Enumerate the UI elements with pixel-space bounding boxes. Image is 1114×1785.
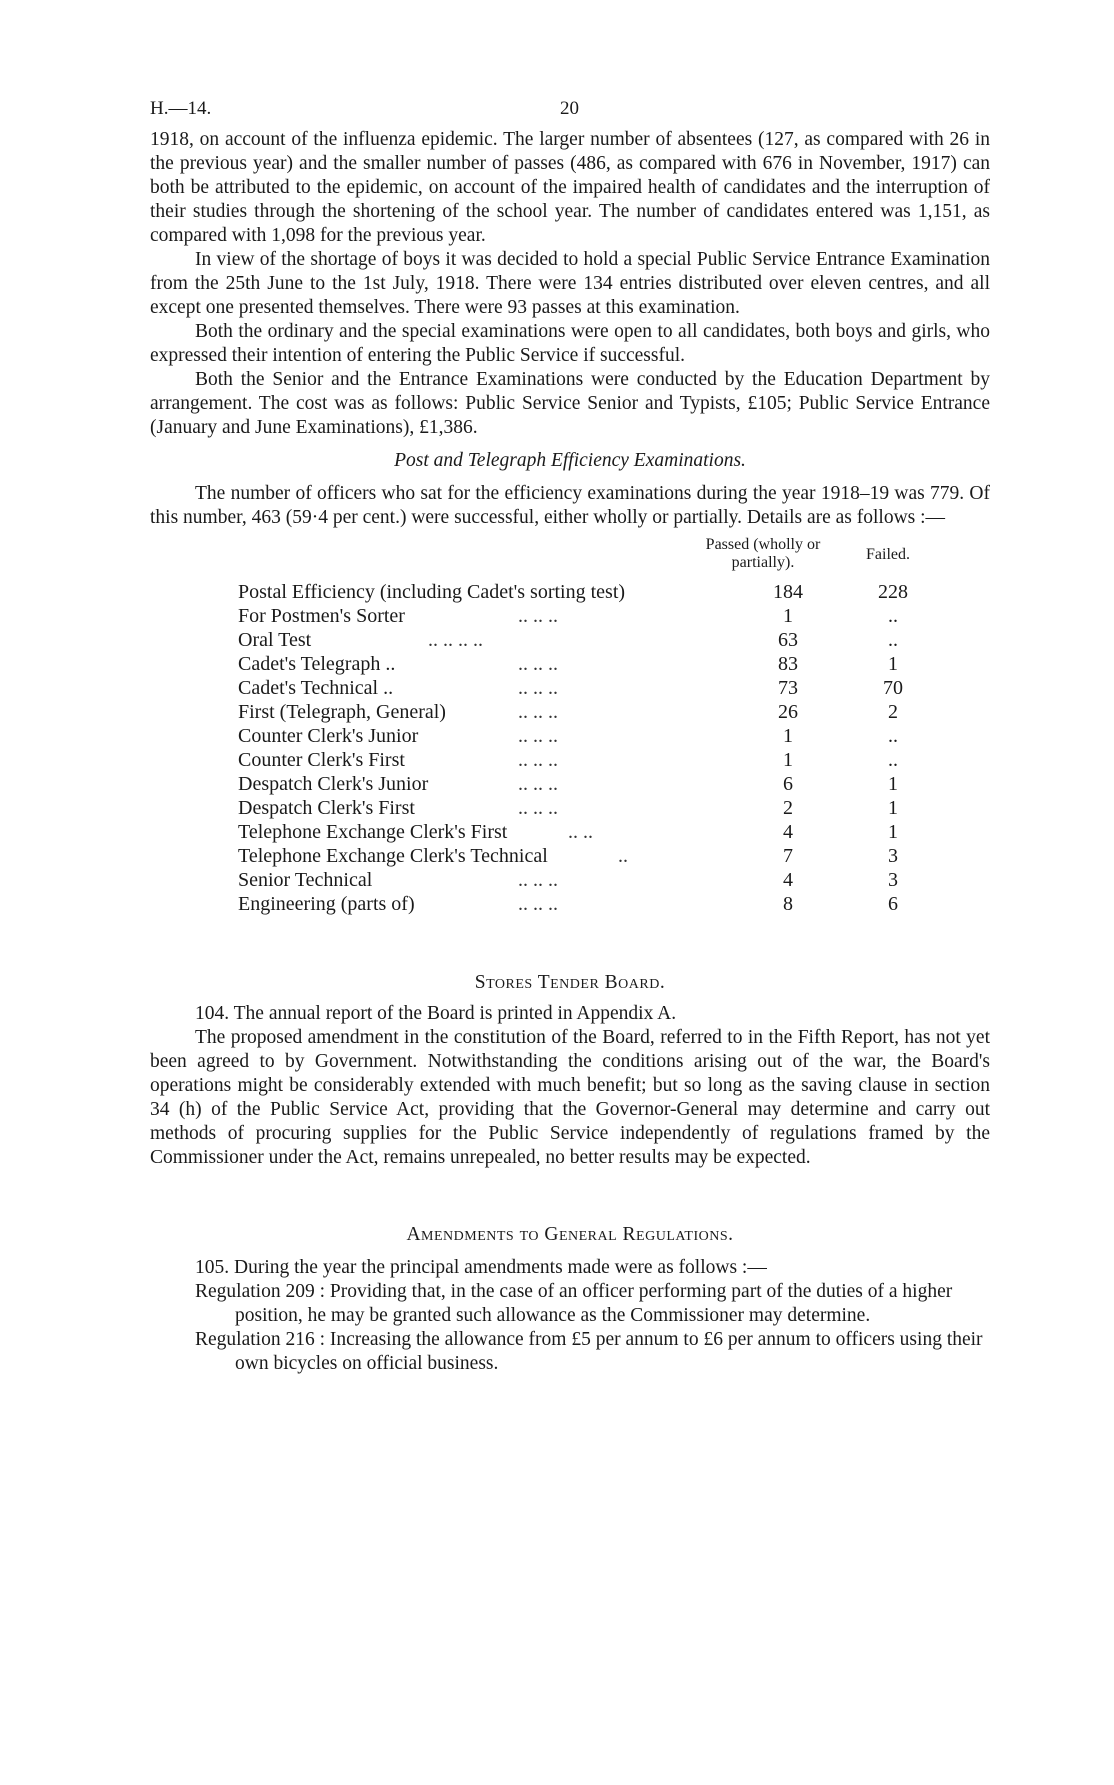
leader-dots: .. .. .. [518, 701, 558, 723]
table-row [238, 868, 938, 892]
table-row [238, 748, 938, 772]
table-row [238, 628, 938, 652]
paragraph-epidemic: 1918, on account of the influenza epidemic. The larger number of absentees (127, as compared with 26 in the previous year) and the smaller number of passes (486, as compared with 676 in November, 1917) can both be attributed to the epidemic, on account of the impaired health of candidates and the interruption of their studies through the shortening of the school year. The number of candidates entered was 1,151, as compared with 1,098 for the previous year. [150, 129, 990, 246]
row-passed: 8 [783, 893, 793, 915]
report-code: H.—14. [150, 98, 212, 119]
table-row [238, 580, 938, 604]
row-label: First (Telegraph, General) [238, 701, 446, 723]
row-failed: .. [888, 605, 898, 627]
document-page [150, 98, 990, 1376]
table-row [238, 676, 938, 700]
row-passed: 73 [778, 677, 798, 699]
paragraph-open-to-all: Both the ordinary and the special examinations were open to all candidates, both boys and girls, who expressed their intention of entering the Public Service if successful. [150, 321, 990, 366]
row-label: Senior Technical [238, 869, 373, 891]
paragraph-special-exam: In view of the shortage of boys it was decided to hold a special Public Service Entrance Examination from the 25th June to the 1st July, 1918. There were 134 entries distributed over eleven centres, and all except one presented themselves. There were 93 passes at this examination. [150, 249, 990, 318]
row-label: Oral Test [238, 629, 312, 651]
leader-dots: .. .. .. [518, 749, 558, 771]
row-passed: 1 [783, 749, 793, 771]
row-failed: 228 [878, 581, 908, 603]
paragraph-board-amendment: The proposed amendment in the constitution of the Board, referred to in the Fifth Report, has not yet been agreed to by Government. Notwithstanding the conditions arising out of the war, the Board's operations might be considerably extended with much benefit; but so long as the saving clause in section 34 (h) of the Public Service Act, providing that the Governor-General may determine and carry out methods of procuring supplies for the Public Service independently of regulations framed by the Commissioner under the Act, remains unrepealed, no better results may be expected. [150, 1027, 990, 1168]
paragraph-104: 104. The annual report of the Board is printed in Appendix A. [195, 1003, 677, 1024]
row-label: Postal Efficiency (including Cadet's sorting test) [238, 581, 626, 603]
row-failed: 1 [888, 653, 898, 675]
row-failed: 70 [883, 677, 903, 699]
row-passed: 2 [783, 797, 793, 819]
paragraph-105: 105. During the year the principal amendments made were as follows :— [195, 1257, 767, 1278]
row-passed: 83 [778, 653, 798, 675]
row-failed: .. [888, 749, 898, 771]
row-failed: 2 [888, 701, 898, 723]
row-failed: .. [888, 725, 898, 747]
leader-dots: .. [618, 845, 628, 867]
row-passed: 4 [783, 869, 793, 891]
row-label: For Postmen's Sorter [238, 605, 405, 627]
regulation-216: Regulation 216 : Increasing the allowance from £5 per annum to £6 per annum to officers using their own bicycles on official business. [195, 1329, 983, 1374]
row-passed: 4 [783, 821, 793, 843]
row-label: Cadet's Telegraph .. [238, 653, 396, 675]
row-failed: 1 [888, 773, 898, 795]
running-header [150, 98, 990, 128]
row-failed: 3 [888, 845, 898, 867]
row-label: Counter Clerk's Junior [238, 725, 419, 747]
row-failed: 1 [888, 821, 898, 843]
row-passed: 1 [783, 725, 793, 747]
column-header-failed: Failed. [866, 546, 910, 563]
row-failed: .. [888, 629, 898, 651]
row-label: Despatch Clerk's First [238, 797, 415, 819]
row-label: Cadet's Technical .. [238, 677, 394, 699]
row-label: Telephone Exchange Clerk's Technical [238, 845, 548, 867]
row-passed: 1 [783, 605, 793, 627]
table-header [238, 536, 938, 580]
table-row [238, 772, 938, 796]
row-passed: 184 [773, 581, 803, 603]
section-title-amendments: Amendments to General Regulations. [406, 1224, 734, 1245]
leader-dots: .. .. .. [518, 653, 558, 675]
row-failed: 1 [888, 797, 898, 819]
table-row [238, 892, 938, 916]
table-row [238, 820, 938, 844]
page-number: 20 [560, 98, 579, 119]
leader-dots: .. .. .. [518, 605, 558, 627]
leader-dots: .. .. .. [518, 725, 558, 747]
leader-dots: .. .. .. .. [428, 629, 483, 651]
leader-dots: .. .. .. [518, 677, 558, 699]
section-title-post-telegraph: Post and Telegraph Efficiency Examinations. [394, 450, 746, 471]
leader-dots: .. .. .. [518, 869, 558, 891]
row-passed: 26 [778, 701, 798, 723]
efficiency-results-table [238, 536, 938, 916]
row-label: Engineering (parts of) [238, 893, 415, 915]
table-row [238, 604, 938, 628]
leader-dots: .. .. .. [518, 773, 558, 795]
leader-dots: .. .. .. [518, 797, 558, 819]
paragraph-efficiency-intro: The number of officers who sat for the efficiency examinations during the year 1918–19 was 779. Of this number, 463 (59·4 per cent.) were successful, either wholly or partially. Details are as follows :— [150, 483, 990, 528]
row-passed: 63 [778, 629, 798, 651]
table-row [238, 652, 938, 676]
row-label: Counter Clerk's First [238, 749, 405, 771]
leader-dots: .. .. [568, 821, 593, 843]
section-title-stores-tender-board: Stores Tender Board. [474, 972, 666, 993]
table-row [238, 796, 938, 820]
regulation-209: Regulation 209 : Providing that, in the case of an officer performing part of the duties of a higher position, he may be granted such allowance as the Commissioner may determine. [195, 1281, 953, 1326]
table-row [238, 724, 938, 748]
row-passed: 7 [783, 845, 793, 867]
row-label: Telephone Exchange Clerk's First [238, 821, 508, 843]
table-row [238, 844, 938, 868]
row-failed: 3 [888, 869, 898, 891]
column-header-passed: Passed (wholly or partially). [705, 536, 821, 571]
row-passed: 6 [783, 773, 793, 795]
row-label: Despatch Clerk's Junior [238, 773, 429, 795]
leader-dots: .. .. .. [518, 893, 558, 915]
paragraph-cost: Both the Senior and the Entrance Examinations were conducted by the Education Department by arrangement. The cost was as follows: Public Service Senior and Typists, £105; Public Service Entrance (January and June Examinations), £1,386. [150, 369, 990, 438]
row-failed: 6 [888, 893, 898, 915]
table-row [238, 700, 938, 724]
